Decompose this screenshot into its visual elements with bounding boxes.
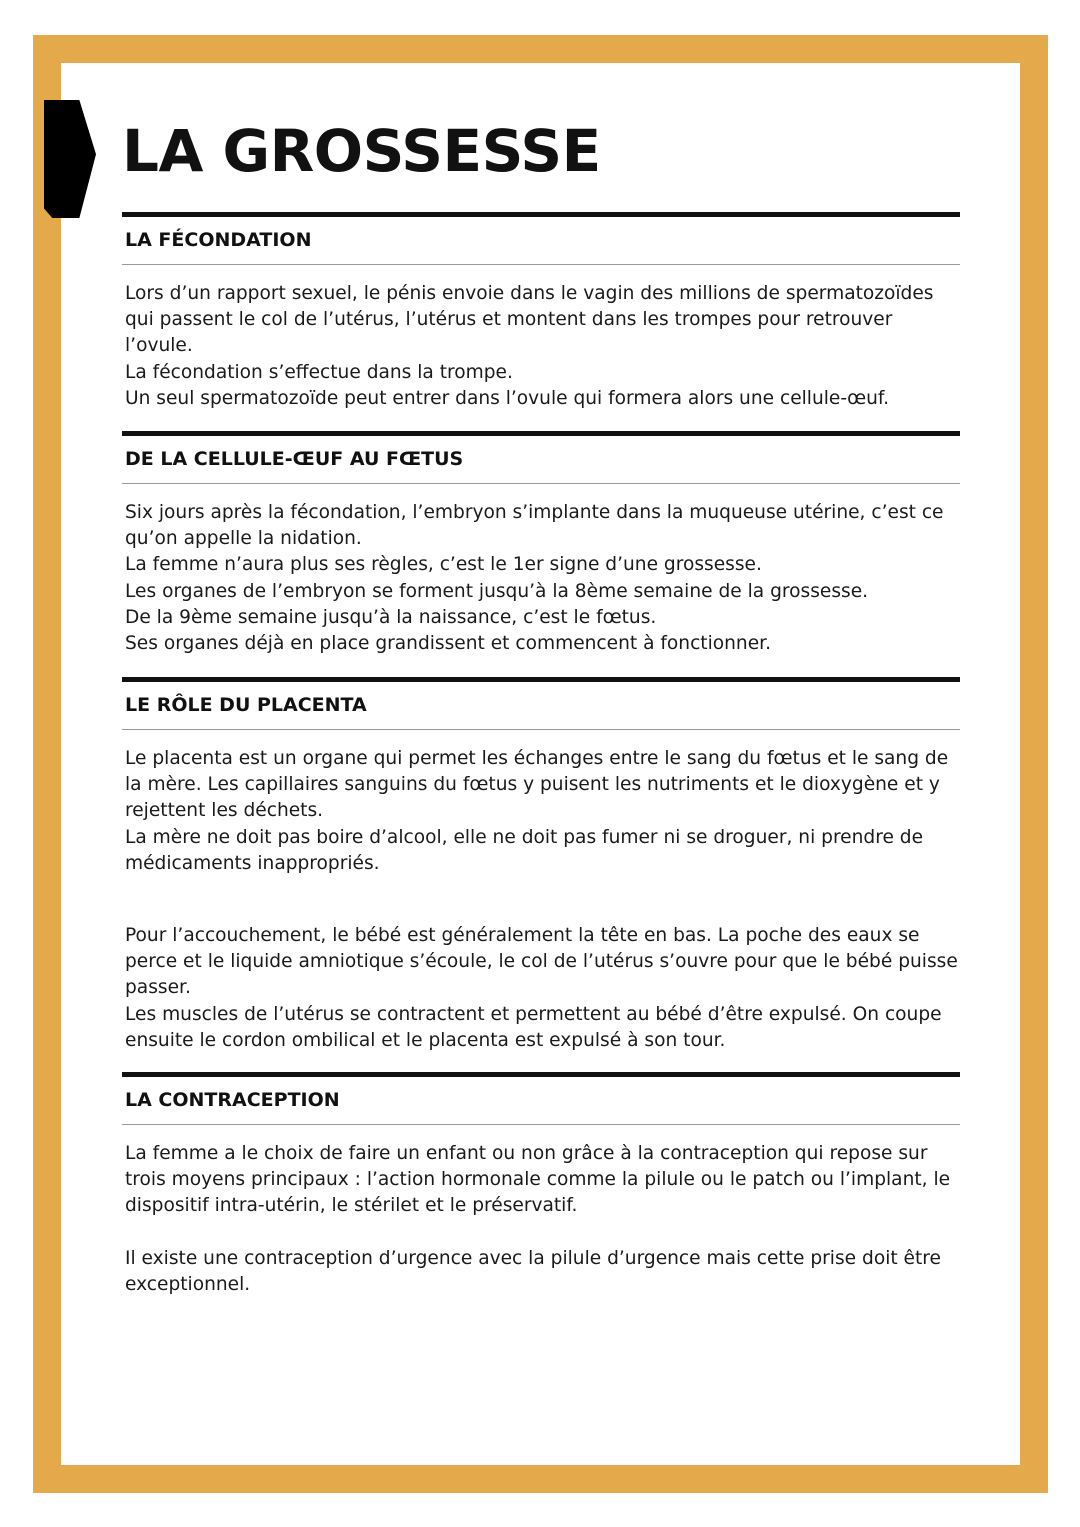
paragraph: Les organes de l’embryon se forment jusqu’à la 8ème semaine de la grossesse. [125, 580, 869, 602]
paragraph: Un seul spermatozoïde peut entrer dans l’ovule qui formera alors une cellule-œuf. [125, 387, 889, 409]
paragraph: Le placenta est un organe qui permet les échanges entre le sang du fœtus et le sang de la mère. Les capillaires sanguins du fœtus y puisent les nutriments et le dioxygène et y rejettent les déchets. [125, 748, 949, 822]
paragraph: La mère ne doit pas boire d’alcool, elle ne doit pas fumer ni se droguer, ni prendre de médicaments inappropriés. [125, 826, 924, 874]
section-body [122, 265, 960, 412]
section-title: LE RÔLE DU PLACENTA [125, 694, 367, 716]
section-title: LA CONTRACEPTION [125, 1089, 340, 1111]
paragraph: Pour l’accouchement, le bébé est généralement la tête en bas. La poche des eaux se perce et le liquide amniotique s’écoule, le col de l’utérus s’ouvre pour que le bébé puisse passer. [125, 925, 958, 999]
paragraph: La femme a le choix de faire un enfant ou non grâce à la contraception qui repose sur trois moyens principaux : l’action hormonale comme la pilule ou le patch ou l’implant, le dispositif intra-utérin, le stérilet et le préservatif. [125, 1143, 951, 1217]
section-body [122, 484, 960, 657]
paragraph-gap [122, 1220, 960, 1246]
section-body [122, 1125, 960, 1298]
section-title: LA FÉCONDATION [125, 229, 312, 251]
paragraph: La fécondation s’effectue dans la trompe. [125, 361, 513, 383]
section-title: DE LA CELLULE-ŒUF AU FŒTUS [125, 448, 464, 470]
paragraph: Lors d’un rapport sexuel, le pénis envoie dans le vagin des millions de spermatozoïdes qui passent le col de l’utérus, l’utérus et montent dans les trompes pour retrouver l’ovule. [125, 283, 934, 357]
paragraph: De la 9ème semaine jusqu’à la naissance, c’est le fœtus. [125, 606, 657, 628]
paragraph: Il existe une contraception d’urgence avec la pilule d’urgence mais cette prise doit être exceptionnel. [125, 1247, 941, 1295]
paragraph: Ses organes déjà en place grandissent et commencent à fonctionner. [125, 633, 771, 655]
section-contraception [122, 1072, 960, 1298]
section-body [122, 730, 960, 1054]
section-fecondation [122, 212, 960, 412]
paragraph: Les muscles de l’utérus se contractent et permettent au bébé d’être expulsé. On coupe ensuite le cordon ombilical et le placenta est expulsé à son tour. [125, 1003, 942, 1051]
paragraph-gap [122, 877, 960, 923]
section-placenta [122, 677, 960, 1054]
page-title: LA GROSSESSE [122, 117, 601, 185]
section-cellule-oeuf [122, 431, 960, 657]
paragraph: La femme n’aura plus ses règles, c’est le 1er signe d’une grossesse. [125, 554, 762, 576]
paragraph: Six jours après la fécondation, l’embryon s’implante dans la muqueuse utérine, c’est ce qu’on appelle la nidation. [125, 502, 944, 550]
